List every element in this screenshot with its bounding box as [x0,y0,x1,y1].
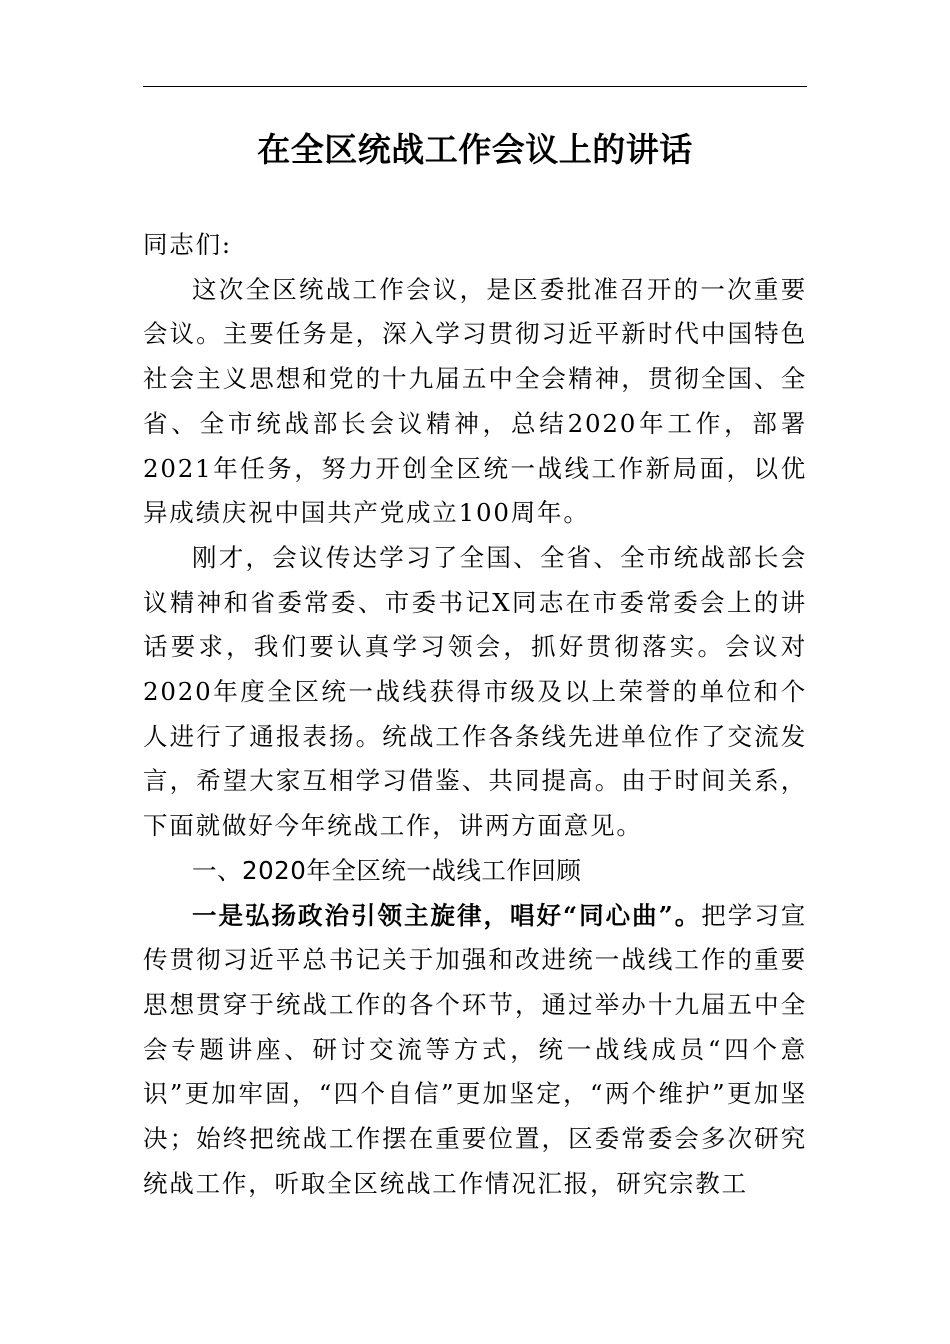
header-rule [143,86,807,87]
paragraph-2: 刚才，会议传达学习了全国、全省、全市统战部长会议精神和省委常委、市委书记X同志在市委常委会上的讲话要求，我们要认真学习领会，抓好贯彻落实。会议对2020年度全区统一战线获得市级及以上荣誉的单位和个人进行了通报表扬。统战工作各条线先进单位作了交流发言，希望大家互相学习借鉴、共同提高。由于时间关系，下面就做好今年统战工作，讲两方面意见。 [143,542,807,841]
salutation: 同志们: [143,230,232,259]
paragraph-3 [143,894,807,1207]
paragraph-3-body: 把学习宣传贯彻习近平总书记关于加强和改进统一战线工作的重要思想贯穿于统战工作的各个环节，通过举办十九届五中全会专题讲座、研讨交流等方式，统一战线成员“四个意识”更加牢固，“四个自信”更加坚定，“两个维护”更加坚决；始终把统战工作摆在重要位置，区委常委会多次研究统战工作，听取全区统战工作情况汇报，研究宗教工 [143,900,808,1198]
document-body [143,223,807,1206]
paragraph-1: 这次全区统战工作会议，是区委批准召开的一次重要会议。主要任务是，深入学习贯彻习近平新时代中国特色社会主义思想和党的十九届五中全会精神，贯彻全国、全省、全市统战部长会议精神，总结2020年工作，部署2021年任务，努力开创全区统一战线工作新局面，以优异成绩庆祝中国共产党成立100周年。 [143,274,807,528]
paragraph-3-lead: 一是弘扬政治引领主旋律，唱好“同心曲”。 [192,900,702,930]
document-title: 在全区统战工作会议上的讲话 [257,130,693,169]
section-1-heading: 一、2020年全区统一战线工作回顾 [192,855,582,885]
